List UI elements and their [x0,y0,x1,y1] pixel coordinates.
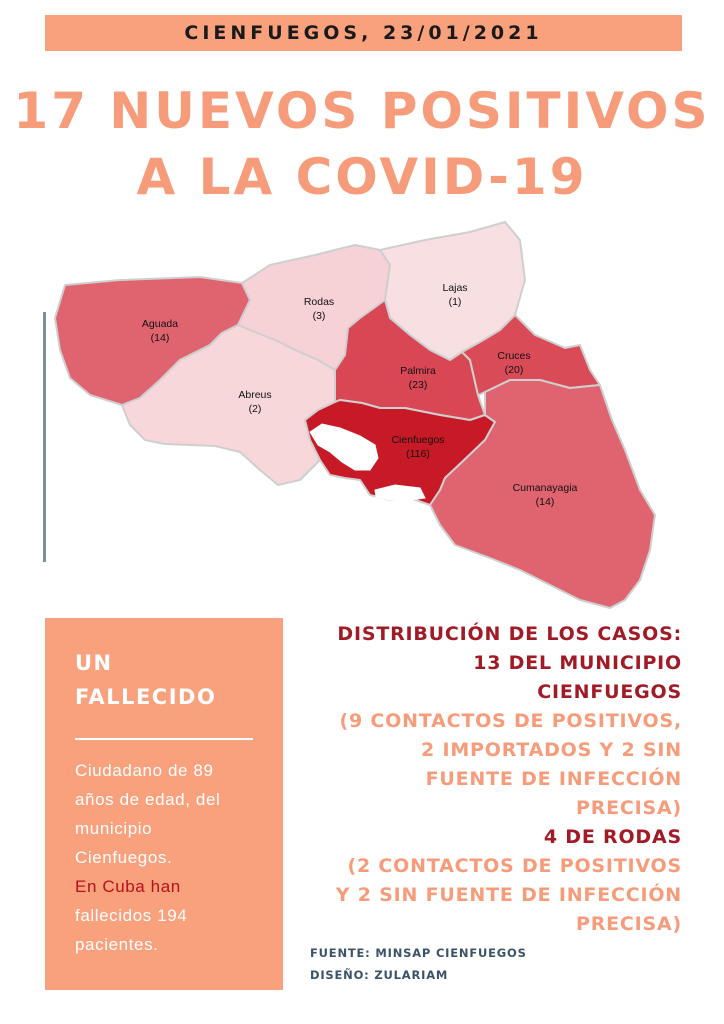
label-abreus-name: Abreus [238,389,272,401]
group1-detail: FUENTE DE INFECCIÓN [425,768,682,790]
deaths-body-line: Ciudadano de 89 [75,761,214,780]
source-credit: FUENTE: MINSAP CIENFUEGOS [310,946,527,960]
deaths-total-line: fallecidos 194 [75,906,188,925]
label-rodas-count: (3) [312,310,326,322]
deaths-body-line: años de edad, del [75,790,221,809]
group1-detail: 2 IMPORTADOS Y 2 SIN [421,739,682,761]
label-abreus-count: (2) [248,403,262,415]
label-cumanayagia-count: (14) [535,496,555,508]
distribution-heading: DISTRIBUCIÓN DE LOS CASOS: [337,623,682,645]
label-cruces-name: Cruces [497,350,531,362]
header-banner [45,15,682,51]
label-palmira-count: (23) [408,379,428,391]
label-aguada-count: (14) [150,332,170,344]
deaths-title-line-1: UN [75,651,113,675]
label-rodas-name: Rodas [303,296,335,308]
credits [310,942,527,986]
location-date: CIENFUEGOS, 23/01/2021 [184,22,543,44]
group1-line: 13 DEL MUNICIPIO [473,652,682,674]
group2-line: 4 DE RODAS [543,826,682,848]
case-distribution [302,620,682,939]
deaths-title [75,646,275,714]
label-cruces-count: (20) [504,364,524,376]
label-lajas-name: Lajas [442,282,468,294]
label-palmira-name: Palmira [400,365,436,377]
label-aguada-name: Aguada [141,318,179,330]
deaths-divider [75,738,253,740]
deaths-title-line-2: FALLECIDO [75,685,217,709]
deaths-panel [45,618,283,990]
label-cienfuegos-name: Cienfuegos [391,434,445,446]
design-credit: DISEÑO: ZULARIAM [310,968,449,982]
label-cumanayagia-name: Cumanayagia [512,482,578,494]
headline-line-2: A LA COVID-19 [136,148,588,206]
deaths-total-line: pacientes. [75,935,159,954]
deaths-body-line: municipio [75,819,153,838]
deaths-body-line: Cienfuegos. [75,848,173,867]
label-lajas-count: (1) [448,296,462,308]
headline-line-1: 17 NUEVOS POSITIVOS [13,82,711,140]
group2-detail: Y 2 SIN FUENTE DE INFECCIÓN [335,884,682,906]
group1-detail: PRECISA) [575,797,682,819]
group1-detail: (9 CONTACTOS DE POSITIVOS, [339,710,682,732]
group1-line: CIENFUEGOS [537,681,682,703]
group2-detail: PRECISA) [575,913,682,935]
province-map [0,205,724,615]
deaths-total-line: En Cuba han [75,877,181,896]
deaths-body [75,756,275,959]
group2-detail: (2 CONTACTOS DE POSITIVOS [347,855,682,877]
headline [0,78,724,210]
label-cienfuegos-count: (116) [406,448,430,460]
